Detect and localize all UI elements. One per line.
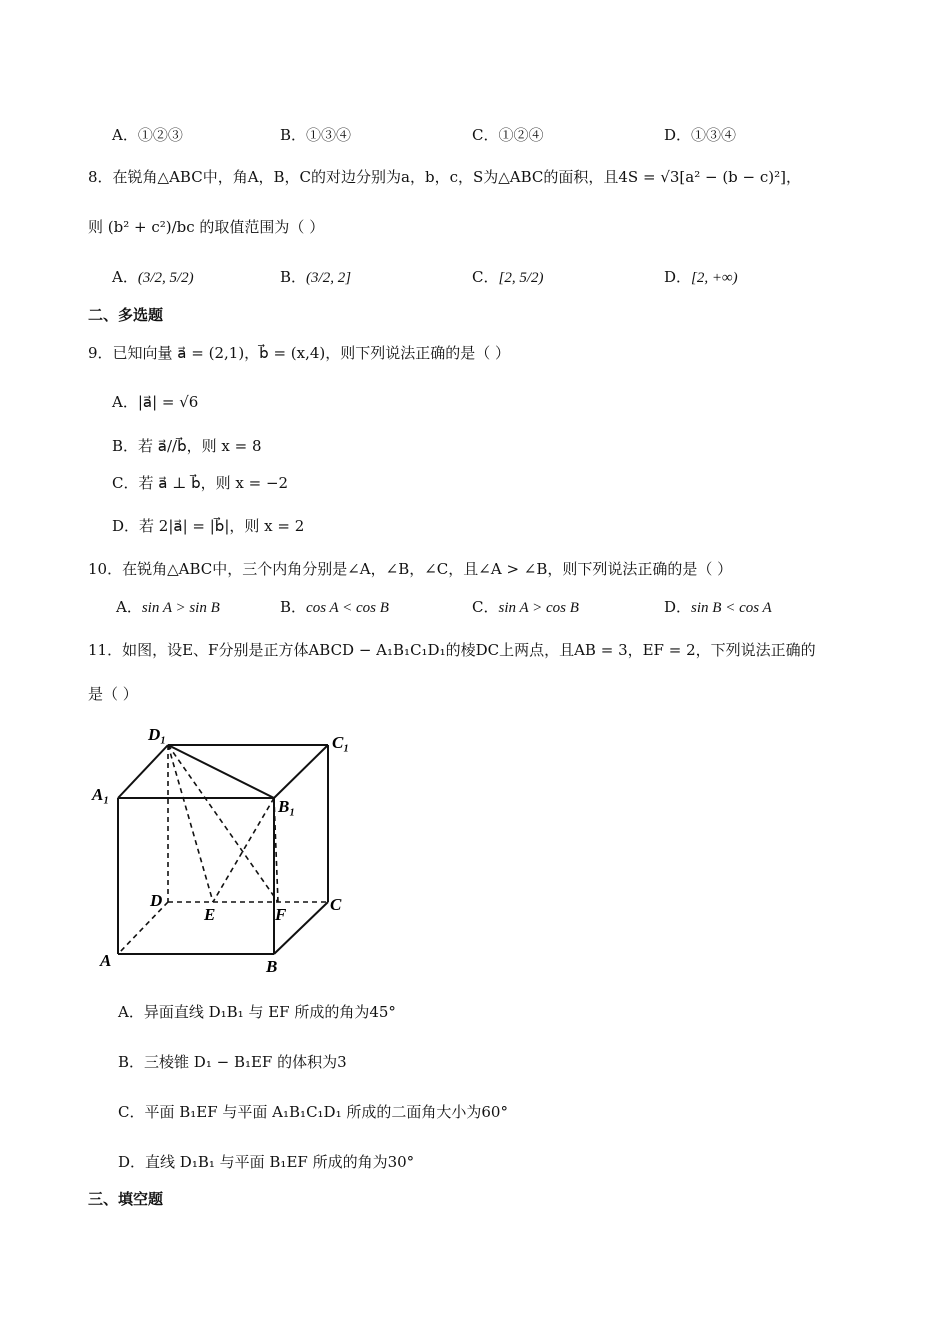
cube-figure [88, 720, 378, 982]
q11-stem-line2: 是（ ） [88, 685, 138, 703]
option-value: 平面 B₁EF 与平面 A₁B₁C₁D₁ 所成的二面角大小为60° [144, 1103, 508, 1121]
option-value: [2, +∞) [691, 270, 738, 286]
q8-option-c [472, 266, 543, 289]
option-label: B． [280, 598, 307, 616]
option-value: 三棱锥 D₁ − B₁EF 的体积为3 [144, 1053, 347, 1071]
label-d1: D₁ [148, 725, 167, 744]
section-heading-multiple-choice: 二、多选题 [88, 306, 164, 324]
label-c1: C₁ [332, 733, 350, 752]
option-value: sin B < cos A [691, 600, 772, 616]
label-e: E [204, 905, 216, 924]
option-value: ①②④ [498, 126, 544, 144]
option-label: D． [664, 598, 692, 616]
option-value: |a⃗| = √6 [137, 393, 199, 411]
option-label: D． [664, 126, 692, 144]
option-value: 直线 D₁B₁ 与平面 B₁EF 所成的角为30° [145, 1153, 415, 1171]
option-value: sin A > sin B [141, 600, 220, 616]
option-label: B． [118, 1053, 145, 1071]
q11-option-a [118, 1001, 396, 1023]
q8-stem-line1: 8．在锐角△ABC中，角A，B，C的对边分别为a，b，c，S为△ABC的面积，且4S = √3[a² − (b − c)²]， [88, 168, 802, 186]
option-label: C． [472, 268, 499, 286]
option-label: C． [472, 598, 499, 616]
option-label: B． [112, 437, 139, 455]
q10-option-a [116, 596, 220, 619]
option-value: [2, 5/2) [498, 270, 544, 286]
q10-option-c [472, 596, 579, 619]
q10-option-b [280, 596, 389, 619]
label-a1: A₁ [92, 785, 110, 804]
q7-option-c [472, 124, 544, 146]
option-label: C． [112, 474, 139, 492]
q10-option-d [664, 596, 772, 619]
section-heading-fill-in-blank: 三、填空题 [88, 1190, 164, 1208]
option-label: A． [112, 393, 138, 411]
q7-option-a [112, 124, 183, 146]
option-label: A． [112, 126, 138, 144]
option-value: ①③④ [306, 126, 352, 144]
label-b: B [266, 957, 278, 976]
option-value: ①②③ [137, 126, 183, 144]
q8-option-a [112, 266, 194, 289]
q7-option-b [280, 124, 351, 146]
label-c: C [330, 895, 342, 914]
q9-option-a [112, 391, 198, 413]
label-f: F [275, 905, 287, 924]
option-value: 若 a⃗ ⊥ b⃗，则 x = −2 [138, 474, 289, 492]
option-value: (3/2, 5/2) [137, 270, 194, 286]
option-label: D． [118, 1153, 146, 1171]
option-value: (3/2, 2] [306, 270, 352, 286]
q7-option-d [664, 124, 736, 146]
q11-option-b [118, 1051, 347, 1073]
q9-stem: 9．已知向量 a⃗ = (2,1)，b⃗ = (x,4)，则下列说法正确的是（ ） [88, 344, 511, 362]
q9-option-b [112, 435, 262, 457]
option-label: A． [116, 598, 142, 616]
q8-option-b [280, 266, 351, 289]
q8-option-d [664, 266, 738, 289]
option-label: B． [280, 126, 307, 144]
option-value: 若 2|a⃗| = |b⃗|，则 x = 2 [139, 517, 305, 535]
option-value: cos A < cos B [306, 600, 389, 616]
option-label: A． [112, 268, 138, 286]
option-label: A． [118, 1003, 144, 1021]
option-label: D． [664, 268, 692, 286]
label-b1: B₁ [278, 797, 296, 816]
option-label: C． [472, 126, 499, 144]
q11-option-d [118, 1151, 414, 1173]
option-label: D． [112, 517, 140, 535]
option-value: 异面直线 D₁B₁ 与 EF 所成的角为45° [143, 1003, 396, 1021]
q11-stem-line1: 11．如图，设E、F分别是正方体ABCD − A₁B₁C₁D₁的棱DC上两点，且AB = 3，EF = 2，下列说法正确的 [88, 641, 816, 659]
q11-option-c [118, 1101, 508, 1123]
option-label: C． [118, 1103, 145, 1121]
option-label: B． [280, 268, 307, 286]
option-value: sin A > cos B [498, 600, 579, 616]
q10-stem: 10．在锐角△ABC中，三个内角分别是∠A，∠B，∠C，且∠A > ∠B，则下列说法正确的是（ ） [88, 560, 733, 578]
option-value: 若 a⃗//b⃗，则 x = 8 [138, 437, 262, 455]
option-value: ①③④ [691, 126, 737, 144]
label-d: D [150, 891, 163, 910]
q9-option-d [112, 515, 304, 537]
q8-stem-line2: 则 (b² + c²)/bc 的取值范围为（ ） [88, 218, 325, 236]
label-a: A [100, 951, 112, 970]
q9-option-c [112, 472, 288, 494]
